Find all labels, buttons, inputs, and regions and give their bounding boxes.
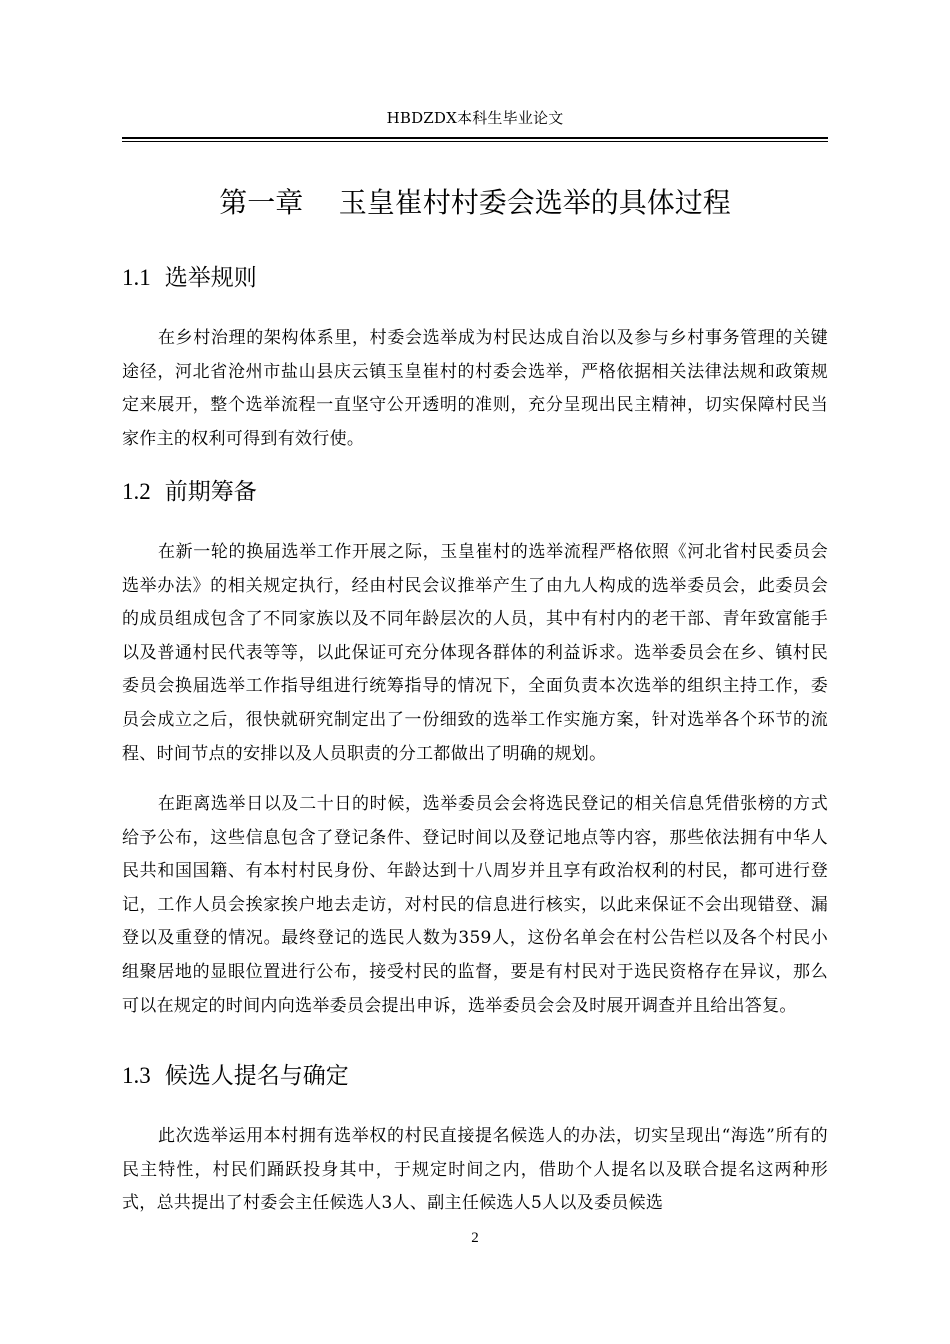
paragraph-1-3-a: 此次选举运用本村拥有选举权的村民直接提名候选人的办法，切实呈现出“海选”所有的民主特性，村民们踊跃投身其中，于规定时间之内，借助个人提名以及联合提名这两种形式，总共提出了村委会主任候选人3人、副主任候选人5人以及委员候选 bbox=[122, 1126, 828, 1214]
section-title: 前期筹备 bbox=[164, 479, 257, 505]
paragraph-1-2-a: 在新一轮的换届选举工作开展之际，玉皇崔村的选举流程严格依照《河北省村民委员会选举办法》的相关规定执行，经由村民会议推举产生了由九人构成的选举委员会，此委员会的成员组成包含了不同家族以及不同年龄层次的人员，其中有村内的老干部、青年致富能手以及普通村民代表等等，以此保证可充分体现各群体的利益诉求。选举委员会在乡、镇村民委员会换届选举工作指导组进行统筹指导的情况下，全面负责本次选举的组织主持工作，委员会成立之后，很快就研究制定出了一份细致的选举工作实施方案，针对选举各个环节的流程、时间节点的安排以及人员职责的分工都做出了明确的规划。 bbox=[122, 542, 828, 764]
section-number: 1.1 bbox=[122, 265, 151, 290]
running-header: HBDZDX本科生毕业论文 bbox=[386, 109, 564, 127]
section-title: 候选人提名与确定 bbox=[164, 1063, 349, 1089]
section-heading-1-2 bbox=[122, 476, 257, 508]
paragraph-1-1-a: 在乡村治理的架构体系里，村委会选举成为村民达成自治以及参与乡村事务管理的关键途径，河北省沧州市盐山县庆云镇玉皇崔村的村委会选举，严格依据相关法律法规和政策规定来展开，整个选举流程一直坚守公开透明的准则，充分呈现出民主精神，切实保障村民当家作主的权利可得到有效行使。 bbox=[122, 328, 828, 449]
section-number: 1.2 bbox=[122, 479, 151, 504]
section-heading-1-3 bbox=[122, 1060, 349, 1092]
header-rule-thin bbox=[122, 141, 828, 142]
page-number: 2 bbox=[471, 1230, 479, 1246]
section-heading-1-1 bbox=[122, 262, 257, 294]
paragraph-1-2-b: 在距离选举日以及二十日的时候，选举委员会会将选民登记的相关信息凭借张榜的方式给予公布，这些信息包含了登记条件、登记时间以及登记地点等内容，那些依法拥有中华人民共和国国籍、有本村村民身份、年龄达到十八周岁并且享有政治权利的村民，都可进行登记，工作人员会挨家挨户地去走访，对村民的信息进行核实，以此来保证不会出现错登、漏登以及重登的情况。最终登记的选民人数为359人，这份名单会在村公告栏以及各个村民小组聚居地的显眼位置进行公布，接受村民的监督，要是有村民对于选民资格存在异议，那么可以在规定的时间内向选举委员会提出申诉，选举委员会会及时展开调查并且给出答复。 bbox=[122, 794, 828, 1016]
section-title: 选举规则 bbox=[164, 265, 257, 291]
header-rule-thick bbox=[122, 137, 828, 139]
chapter-title: 第一章 玉皇崔村村委会选举的具体过程 bbox=[219, 186, 731, 219]
section-number: 1.3 bbox=[122, 1063, 151, 1088]
